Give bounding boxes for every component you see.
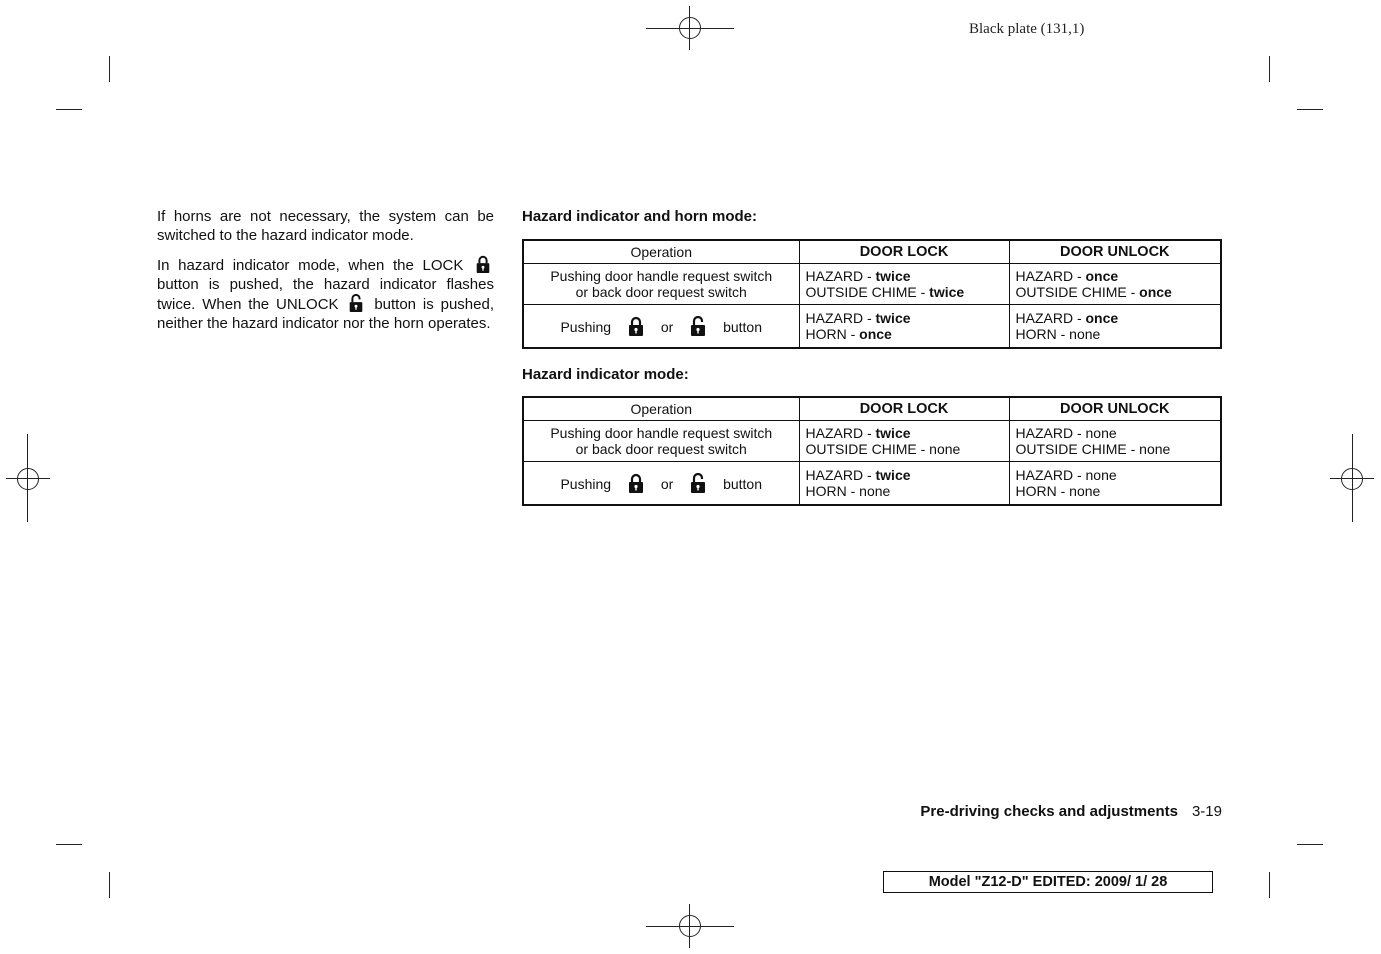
- column-header-door-lock: DOOR LOCK: [799, 397, 1009, 421]
- operation-or: or: [660, 319, 674, 335]
- table-header-row: [523, 240, 1221, 264]
- door-unlock-cell: [1009, 462, 1221, 506]
- lock-horn-label: HORN -: [805, 326, 860, 342]
- page-number: 3-19: [1191, 803, 1222, 820]
- unlock-hazard-text: HAZARD - none: [1015, 424, 1117, 441]
- table-row: [523, 462, 1221, 506]
- table1-heading: Hazard indicator and horn mode:: [522, 208, 758, 225]
- unlock-hazard-label: HAZARD -: [1015, 267, 1086, 284]
- hazard-horn-mode-table: [522, 239, 1222, 349]
- operation-line-1: Pushing door handle request switch: [550, 267, 773, 284]
- door-unlock-cell: [1009, 264, 1221, 305]
- model-edited-box: Model "Z12-D" EDITED: 2009/ 1/ 28: [883, 871, 1213, 893]
- unlock-hazard-label: HAZARD -: [1015, 309, 1086, 326]
- door-lock-cell: [799, 264, 1009, 305]
- lock-icon: [627, 316, 645, 336]
- lock-chime-label: OUTSIDE CHIME -: [805, 284, 930, 300]
- intro-text: [157, 208, 494, 343]
- table-row: [523, 421, 1221, 462]
- intro-paragraph-2: [157, 255, 494, 333]
- lock-hazard-label: HAZARD -: [805, 424, 876, 441]
- column-header-operation: Operation: [523, 240, 799, 264]
- lock-chime-value: twice: [929, 284, 965, 300]
- operation-cell: [523, 264, 799, 305]
- operation-line-1: Pushing door handle request switch: [550, 424, 773, 441]
- column-header-door-unlock: DOOR UNLOCK: [1009, 240, 1221, 264]
- operation-button: button: [723, 476, 763, 492]
- table-row: [523, 264, 1221, 305]
- hazard-mode-table: [522, 396, 1222, 506]
- lock-horn-text: HORN - none: [805, 483, 891, 499]
- operation-cell: [523, 462, 799, 506]
- table-row: [523, 305, 1221, 349]
- unlock-chime-value: once: [1139, 284, 1172, 300]
- column-header-operation: Operation: [523, 397, 799, 421]
- unlock-hazard-text: HAZARD - none: [1015, 466, 1117, 483]
- section-title: Pre-driving checks and adjustments: [920, 803, 1178, 820]
- unlock-hazard-value: once: [1085, 267, 1119, 284]
- lock-hazard-label: HAZARD -: [805, 309, 876, 326]
- column-header-door-lock: DOOR LOCK: [799, 240, 1009, 264]
- lock-hazard-label: HAZARD -: [805, 267, 876, 284]
- plate-label: Black plate (131,1): [969, 21, 1085, 37]
- unlock-chime-text: OUTSIDE CHIME - none: [1015, 441, 1171, 457]
- lock-horn-value: once: [859, 326, 892, 342]
- door-lock-cell: [799, 462, 1009, 506]
- operation-line-2: or back door request switch: [575, 284, 747, 300]
- unlock-horn-text: HORN - none: [1015, 483, 1101, 499]
- door-lock-cell: [799, 305, 1009, 349]
- operation-line-2: or back door request switch: [575, 441, 747, 457]
- operation-pushing: Pushing: [560, 319, 612, 335]
- unlock-chime-label: OUTSIDE CHIME -: [1015, 284, 1140, 300]
- intro-p2-part-b: button is pushed, the hazard indicator flashes twice. When the UNLOCK: [157, 275, 494, 313]
- unlock-icon: [689, 473, 707, 493]
- operation-button: button: [723, 319, 763, 335]
- lock-hazard-value: twice: [875, 424, 911, 441]
- page-footer: [920, 803, 1222, 820]
- table-header-row: [523, 397, 1221, 421]
- lock-hazard-value: twice: [875, 466, 911, 483]
- unlock-icon: [347, 294, 365, 312]
- column-header-door-unlock: DOOR UNLOCK: [1009, 397, 1221, 421]
- unlock-icon: [689, 316, 707, 336]
- operation-cell: [523, 305, 799, 349]
- table2-heading: Hazard indicator mode:: [522, 366, 689, 383]
- door-unlock-cell: [1009, 421, 1221, 462]
- intro-p2-part-c: button is pushed, neither the hazard indicator nor the horn operates.: [157, 296, 494, 332]
- door-unlock-cell: [1009, 305, 1221, 349]
- operation-cell: [523, 421, 799, 462]
- lock-icon: [627, 473, 645, 493]
- unlock-hazard-value: once: [1085, 309, 1119, 326]
- operation-pushing: Pushing: [560, 476, 612, 492]
- lock-hazard-value: twice: [875, 309, 911, 326]
- door-lock-cell: [799, 421, 1009, 462]
- operation-or: or: [660, 476, 674, 492]
- lock-hazard-value: twice: [875, 267, 911, 284]
- lock-hazard-label: HAZARD -: [805, 466, 876, 483]
- intro-p2-part-a: In hazard indicator mode, when the LOCK: [157, 257, 464, 274]
- intro-paragraph-1: If horns are not necessary, the system can be switched to the hazard indicator mode.: [157, 208, 494, 244]
- lock-chime-text: OUTSIDE CHIME - none: [805, 441, 961, 457]
- lock-icon: [474, 255, 492, 273]
- unlock-horn-text: HORN - none: [1015, 326, 1101, 342]
